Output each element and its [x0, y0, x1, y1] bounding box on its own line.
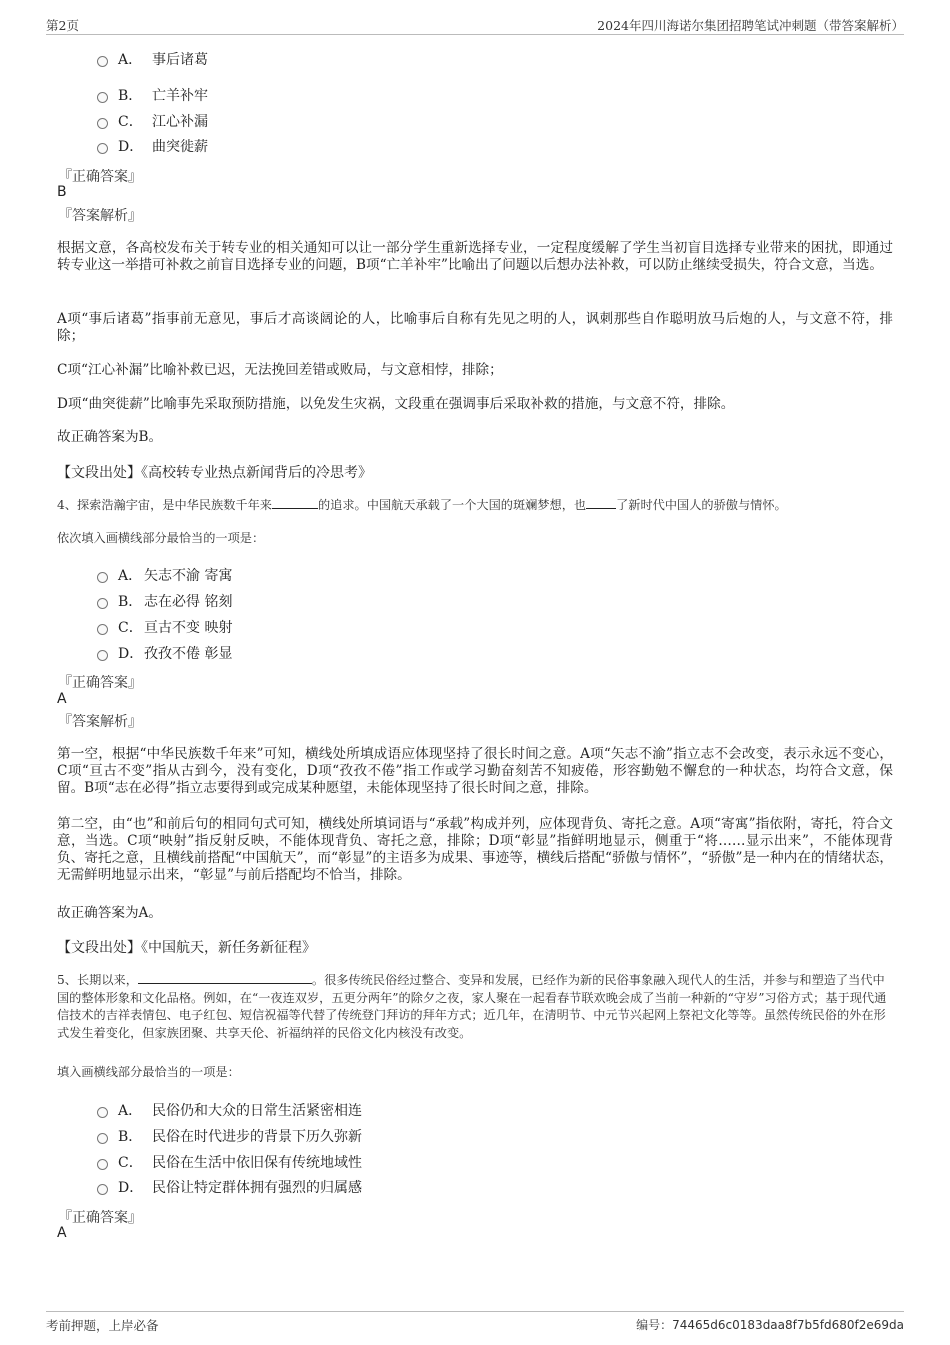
q4-option-a[interactable]: A． 矢志不渝 寄寓 — [97, 565, 232, 585]
q4-option-c[interactable]: C． 亘古不变 映射 — [97, 617, 232, 637]
radio-icon[interactable] — [97, 92, 108, 103]
answer-label: 『正确答案』 — [58, 675, 142, 691]
document-title: 2024年四川海诺尔集团招聘笔试冲刺题（带答案解析） — [597, 18, 904, 33]
radio-icon[interactable] — [97, 624, 108, 635]
source-citation: 【文段出处】《中国航天，新任务新征程》 — [57, 940, 316, 956]
analysis-label: 『答案解析』 — [58, 714, 142, 730]
question-prompt: 填入画横线部分最恰当的一项是： — [57, 1065, 240, 1079]
q4-option-d[interactable]: D． 孜孜不倦 彰显 — [97, 643, 232, 663]
radio-icon[interactable] — [97, 1184, 108, 1195]
analysis-conclusion: 故正确答案为A。 — [57, 905, 162, 921]
analysis-paragraph: C项“江心补漏”比喻补救已迟，无法挽回差错或败局，与文意相悖，排除； — [57, 362, 503, 378]
q5-option-d[interactable]: D． 民俗让特定群体拥有强烈的归属感 — [97, 1177, 362, 1197]
answer-value: A — [57, 1225, 67, 1241]
analysis-paragraph: 根据文意，各高校发布关于转专业的相关通知可以让一部分学生重新选择专业，一定程度缓解了学生当初盲目选择专业带来的困扰，即通过转专业这一举措可补救之前盲目选择专业的问题，B项“亡羊补牢”比喻出了问题以后想办法补救，可以防止继续受损失，符合文意，当选。 — [57, 240, 893, 273]
analysis-paragraph: D项“曲突徙薪”比喻事先采取预防措施，以免发生灾祸，文段重在强调事后采取补救的措施，与文意不符，排除。 — [57, 396, 735, 412]
analysis-conclusion: 故正确答案为B。 — [57, 429, 163, 445]
radio-icon[interactable] — [97, 1133, 108, 1144]
analysis-label: 『答案解析』 — [58, 208, 142, 224]
page-footer — [46, 1311, 904, 1336]
analysis-paragraph: 第一空，根据“中华民族数千年来”可知，横线处所填成语应体现坚持了很长时间之意。A项“矢志不渝”指立志不会改变，表示永远不变心，C项“亘古不变”指从古到今，没有变化，D项“孜孜不倦”指工作或学习勤奋刻苦不知疲倦，形容勤勉不懈怠的一种状态，均符合文意，保留。B项“志在必得”指立志要得到或完成某种愿望，未能体现坚持了很长时间之意，排除。 — [57, 746, 893, 796]
radio-icon[interactable] — [97, 1159, 108, 1170]
document-code: 编号：74465d6c0183daa8f7b5fd680f2e69da — [636, 1318, 904, 1332]
radio-icon[interactable] — [97, 56, 108, 67]
analysis-paragraph: 第二空，由“也”和前后句的相同句式可知，横线处所填词语与“承载”构成并列，应体现背负、寄托之意。A项“寄寓”指依附，寄托，符合文意，当选。C项“映射”指反射反映，不能体现背负、寄托之意，排除；D项“彰显”指鲜明地显示，侧重于“将……显示出来”，不能体现背负、寄托之意，且横线前搭配“中国航天”，而“彰显”的主语多为成果、事迹等，横线后搭配“骄傲与情怀”，“骄傲”是一种内在的情绪状态，无需鲜明地显示出来，“彰显”与前后搭配均不恰当，排除。 — [57, 816, 893, 883]
q4-option-b[interactable]: B． 志在必得 铭刻 — [97, 591, 232, 611]
fill-blank — [138, 971, 312, 984]
radio-icon[interactable] — [97, 143, 108, 154]
question-stem: 5、长期以来， 。很多传统民俗经过整合、变异和发展，已经作为新的民俗事象融入现代人的生活，并参与和塑造了当代中国的整体形象和文化品格。例如，在“一夜连双岁，五更分两年”的除夕之夜，家人聚在一起看春节联欢晚会成了当前一种新的“守岁”习俗方式；基于现代通信技术的吉祥表情包、电子红包、短信祝福等代替了传统登门拜访的拜年方式；近几年，在清明节、中元节兴起网上祭祀文化等等。虽然传统民俗的外在形式发生着变化，但家族团聚、共享天伦、祈福纳祥的民俗文化内核没有改变。 — [57, 973, 887, 1040]
q3-option-d[interactable]: D． 曲突徙薪 — [97, 136, 208, 156]
question-prompt: 依次填入画横线部分最恰当的一项是： — [57, 531, 265, 545]
answer-label: 『正确答案』 — [58, 1210, 142, 1226]
radio-icon[interactable] — [97, 1107, 108, 1118]
q3-option-a[interactable]: A． 事后诸葛 — [97, 49, 208, 69]
radio-icon[interactable] — [97, 572, 108, 583]
q5-option-c[interactable]: C． 民俗在生活中依旧保有传统地域性 — [97, 1152, 362, 1172]
radio-icon[interactable] — [97, 118, 108, 129]
radio-icon[interactable] — [97, 598, 108, 609]
fill-blank — [272, 496, 318, 509]
fill-blank — [586, 496, 616, 509]
answer-label: 『正确答案』 — [58, 169, 142, 185]
analysis-paragraph: A项“事后诸葛”指事前无意见，事后才高谈阔论的人，比喻事后自称有先见之明的人，讽刺那些自作聪明放马后炮的人，与文意不符，排除； — [57, 311, 893, 344]
question-stem: 4、探索浩瀚宇宙，是中华民族数千年来 的追求。中国航天承载了一个大国的斑斓梦想，也 了新时代中国人的骄傲与情怀。 — [57, 498, 787, 512]
page-header — [46, 14, 904, 35]
q3-option-c[interactable]: C． 江心补漏 — [97, 111, 208, 131]
q3-option-b[interactable]: B． 亡羊补牢 — [97, 85, 208, 105]
q5-option-b[interactable]: B． 民俗在时代进步的背景下历久弥新 — [97, 1126, 362, 1146]
q5-option-a[interactable]: A． 民俗仍和大众的日常生活紧密相连 — [97, 1100, 362, 1120]
source-citation: 【文段出处】《高校转专业热点新闻背后的冷思考》 — [57, 465, 372, 481]
page-number: 第2页 — [46, 18, 79, 33]
answer-value: A — [57, 691, 67, 707]
radio-icon[interactable] — [97, 650, 108, 661]
footer-slogan: 考前押题，上岸必备 — [46, 1318, 159, 1333]
answer-value: B — [57, 184, 67, 200]
